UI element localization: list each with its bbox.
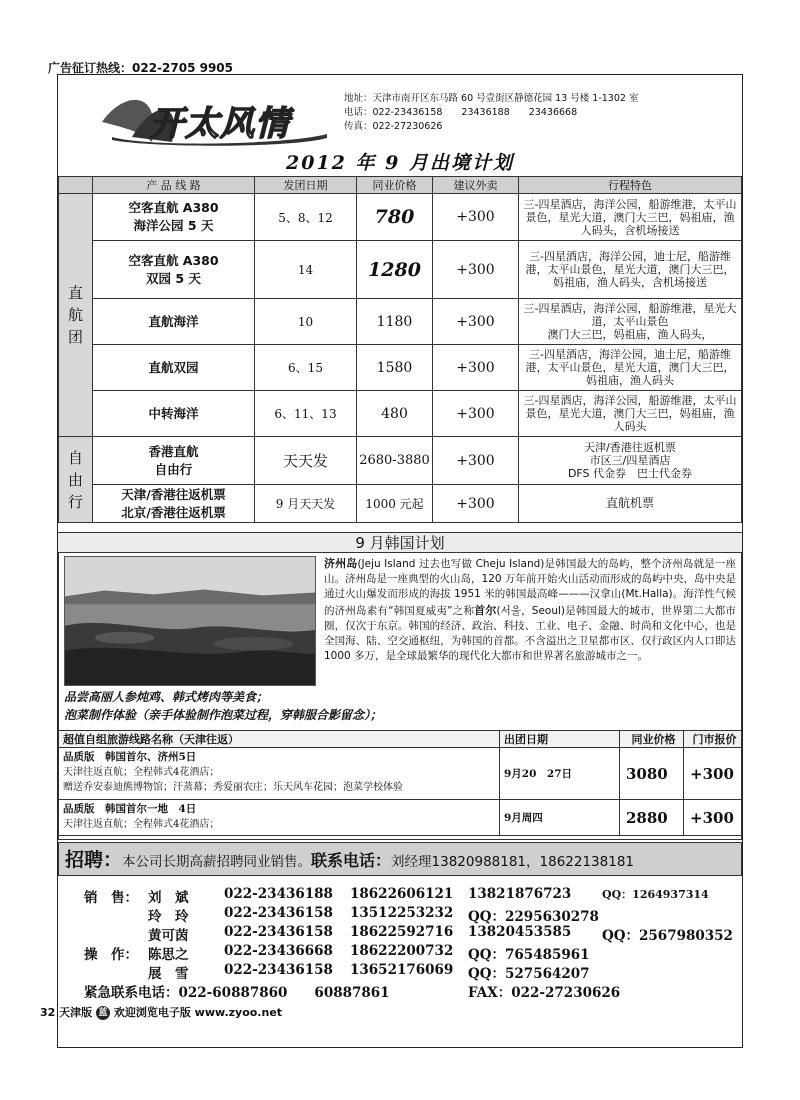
- korea-tour-table: [58, 730, 742, 836]
- date-cell: 9月20 27日: [500, 748, 620, 800]
- header-date: 发团日期: [255, 177, 357, 194]
- food-line: 品尝高丽人参炖鸡、韩式烤肉等美食；: [64, 690, 269, 704]
- header-price: 同业价格: [357, 177, 433, 194]
- ops-label: 操 作：: [84, 947, 138, 963]
- section-direct: [59, 194, 93, 437]
- product-cell: 天津/香港往返机票 北京/香港往返机票: [93, 485, 255, 523]
- date-cell: 5、8、12: [255, 194, 357, 241]
- product-cell: 中转海洋: [93, 391, 255, 437]
- features-cell: 三-四星酒店，海洋公园，船游维港，星光大道，太平山景色 澳门大三巴，妈祖庙，渔人码头，: [519, 299, 742, 345]
- staff-name: 展 雪: [148, 966, 189, 982]
- features-cell: 天津/香港往返机票 市区三/四星酒店 DFS 代金券 巴士代金券: [519, 437, 742, 485]
- korea-title: 9 月韩国计划: [58, 533, 742, 553]
- recruit-phone-label: 联系电话：: [311, 851, 392, 870]
- ad-hotline: 广告征订热线：022-2705 9905: [48, 61, 234, 75]
- staff-qq: QQ：1264937314: [602, 888, 709, 901]
- header-route: 超值自组旅游线路名称（天津往返）: [59, 731, 500, 748]
- package-cell: [59, 800, 500, 836]
- header-suggest: 建议外卖: [433, 177, 519, 194]
- package-cell: [59, 748, 500, 800]
- staff-mobile-2: 13821876723: [468, 886, 572, 902]
- recruit-phone: 刘经理13820988181，18622138181: [391, 854, 634, 870]
- table-row: [59, 800, 742, 836]
- staff-tel: 022-23436158: [224, 924, 333, 940]
- section-free-label: 自由行: [67, 448, 83, 511]
- price-cell: 1280: [357, 241, 433, 299]
- section-free: [59, 437, 93, 523]
- date-cell: 9月周四: [500, 800, 620, 836]
- logo-text: 开太风情: [150, 104, 290, 144]
- header-blank: [59, 177, 93, 194]
- table-row: [59, 485, 742, 523]
- recruit-label: 招聘：: [65, 849, 123, 871]
- product-cell: 直航海洋: [93, 299, 255, 345]
- suggest-cell: +300: [433, 485, 519, 523]
- sales-label: 销 售：: [84, 890, 138, 906]
- price-cell: 1580: [357, 345, 433, 391]
- header-price: 同业价格: [620, 731, 684, 748]
- staff-row: [58, 962, 742, 982]
- price-cell: 780: [357, 194, 433, 241]
- staff-mobile-2: 13820453585: [468, 924, 572, 940]
- outbound-plan-table: [58, 176, 742, 523]
- date-cell: 10: [255, 299, 357, 345]
- korea-highlights: [64, 688, 382, 724]
- seoul-text: (서울，Seoul)是韩国最大的城市，世界第二大都市圈，仅次于东京。韩国的经济、政治、科技、工业、电子、金融、时尚和文化中心，也是全国海、陆、空交通枢纽，为韩国的首都。不含溢出之卫星都市区、仅行政区内人口即达 1000 多万，是全球最繁华的现代化大都市和世界著名旅游城市之一。: [324, 604, 736, 663]
- staff-qq: QQ：765485961: [468, 947, 590, 963]
- staff-name: 刘 斌: [148, 890, 189, 906]
- korea-description: [324, 556, 736, 664]
- company-contact: [344, 92, 638, 134]
- company-address: 地址：天津市南开区东马路 60 号壹街区静德花园 13 号楼 1-1302 室: [344, 93, 639, 104]
- staff-qq: QQ：2567980352: [602, 928, 733, 944]
- staff-mobile: 13652176069: [350, 962, 454, 978]
- product-cell: 空客直航 A380 海洋公园 5 天: [93, 194, 255, 241]
- date-cell: 9 月天天发: [255, 485, 357, 523]
- emergency-contact: 紧急联系电话：022-60887860 60887861: [84, 985, 390, 1001]
- price-cell: 2680-3880: [357, 437, 433, 485]
- suggest-cell: +300: [433, 194, 519, 241]
- footer-text: 欢迎浏览电子版 www.zyoo.net: [113, 1006, 283, 1019]
- table-row: [59, 299, 742, 345]
- staff-row: [58, 943, 742, 963]
- staff-name: 陈思之: [148, 947, 189, 963]
- table-row: [59, 241, 742, 299]
- seoul-name: 首尔: [474, 603, 497, 617]
- staff-name: 黄可茵: [148, 928, 189, 944]
- recruit-banner: [58, 842, 742, 876]
- page-footer: [40, 1004, 282, 1020]
- suggest-cell: +300: [433, 391, 519, 437]
- staff-row: [58, 924, 742, 944]
- product-cell: 空客直航 A380 双园 5 天: [93, 241, 255, 299]
- features-cell: 直航机票: [519, 485, 742, 523]
- product-cell: 香港直航 自由行: [93, 437, 255, 485]
- header-features: 行程特色: [519, 177, 742, 194]
- staff-name: 玲 玲: [148, 909, 189, 925]
- staff-tel: 022-23436188: [224, 886, 333, 902]
- staff-qq: QQ：2295630278: [468, 909, 599, 925]
- price-cell: 480: [357, 391, 433, 437]
- table-row: [59, 345, 742, 391]
- date-cell: 6、11、13: [255, 391, 357, 437]
- staff-row: [58, 905, 742, 925]
- package-title: 品质版 韩国首尔一地 4日: [63, 803, 197, 815]
- package-title: 品质版 韩国首尔、济州5日: [63, 751, 197, 763]
- staff-tel: 022-23436668: [224, 943, 333, 959]
- staff-qq: QQ：527564207: [468, 966, 590, 982]
- product-cell: 直航双园: [93, 345, 255, 391]
- price-cell: 1000 元起: [357, 485, 433, 523]
- price-cell: 2880: [620, 800, 684, 836]
- header-date: 出团日期: [500, 731, 620, 748]
- features-cell: 三-四星酒店，海洋公园，迪士尼，船游维港，太平山景色，星光大道，澳门大三巴，妈祖庙，渔人码头，含机场接送: [519, 241, 742, 299]
- table-header-row: [59, 177, 742, 194]
- package-line: 天津往返直航；全程韩式4花酒店；: [63, 819, 220, 830]
- staff-mobile: 18622592716: [350, 924, 454, 940]
- company-fax: 传真：022-27230626: [344, 121, 443, 132]
- plan-title: 2012 年 9 月出境计划: [286, 152, 514, 174]
- header-market: 门市报价: [684, 731, 742, 748]
- date-cell: 6、15: [255, 345, 357, 391]
- jeju-coast-photo: [64, 556, 316, 686]
- price-cell: 3080: [620, 748, 684, 800]
- table-row: [59, 748, 742, 800]
- table-row: [59, 391, 742, 437]
- date-cell: 天天发: [255, 437, 357, 485]
- fax-number: FAX：022-27230626: [468, 985, 621, 1001]
- table-row: [59, 194, 742, 241]
- recruit-text: 本公司长期高薪招聘同业销售。: [122, 854, 312, 870]
- kimchi-line: 泡菜制作体验（亲手体验制作泡菜过程，穿韩服合影留念）；: [64, 708, 383, 722]
- jeju-text: (Jeju Island 过去也写做 Cheju Island)是韩国最大的岛屿，整个济州岛就是一座山。济州岛是一座典型的火山岛，120 万年前开始火山活动而形成的岛屿中央，岛中央是通过火山爆发而形成的海拔 1951 米的韩国最高峰———汉拿山(Mt.Halla)。海洋性气候的济州岛素有“韩国夏威夷”之称: [324, 558, 736, 617]
- date-cell: 14: [255, 241, 357, 299]
- suggest-cell: +300: [433, 299, 519, 345]
- package-line: 赠送乔安泰迪熊博物馆；汗蒸幕；秀爱丽农庄；乐天风车花园；泡菜学校体验: [63, 782, 403, 793]
- staff-row: [58, 886, 742, 906]
- company-phone: 电话：022-23436158 23436188 23436668: [344, 107, 578, 118]
- header-product: 产 品 线 路: [93, 177, 255, 194]
- package-line: 天津往返直航；全程韩式4花酒店；: [63, 767, 220, 778]
- suggest-cell: +300: [433, 241, 519, 299]
- staff-row: [58, 981, 742, 1001]
- features-cell: 三-四星酒店，海洋公园，迪士尼，船游维港，太平山景色，星光大道，澳门大三巴，妈祖庙，渔人码头: [519, 345, 742, 391]
- badge-icon: 蓝: [96, 1006, 110, 1020]
- jeju-name: 济州岛: [324, 557, 358, 570]
- staff-tel: 022-23436158: [224, 962, 333, 978]
- table-row: [59, 437, 742, 485]
- market-cell: +300: [684, 748, 742, 800]
- features-cell: 三-四星酒店，海洋公园，船游维港，太平山景色，星光大道，澳门大三巴，妈祖庙，渔人码头，含机场接送: [519, 194, 742, 241]
- features-cell: 三-四星酒店，海洋公园，船游维港，太平山景色，星光大道，澳门大三巴，妈祖庙，渔人码头: [519, 391, 742, 437]
- staff-mobile: 18622200732: [350, 943, 454, 959]
- market-cell: +300: [684, 800, 742, 836]
- staff-mobile: 18622606121: [350, 886, 454, 902]
- staff-mobile: 13512253232: [350, 905, 454, 921]
- table-header-row: [59, 731, 742, 748]
- suggest-cell: +300: [433, 437, 519, 485]
- staff-tel: 022-23436158: [224, 905, 333, 921]
- section-direct-label: 直航团: [67, 284, 83, 346]
- page-number: 32 天津版: [40, 1006, 93, 1019]
- price-cell: 1180: [357, 299, 433, 345]
- suggest-cell: +300: [433, 345, 519, 391]
